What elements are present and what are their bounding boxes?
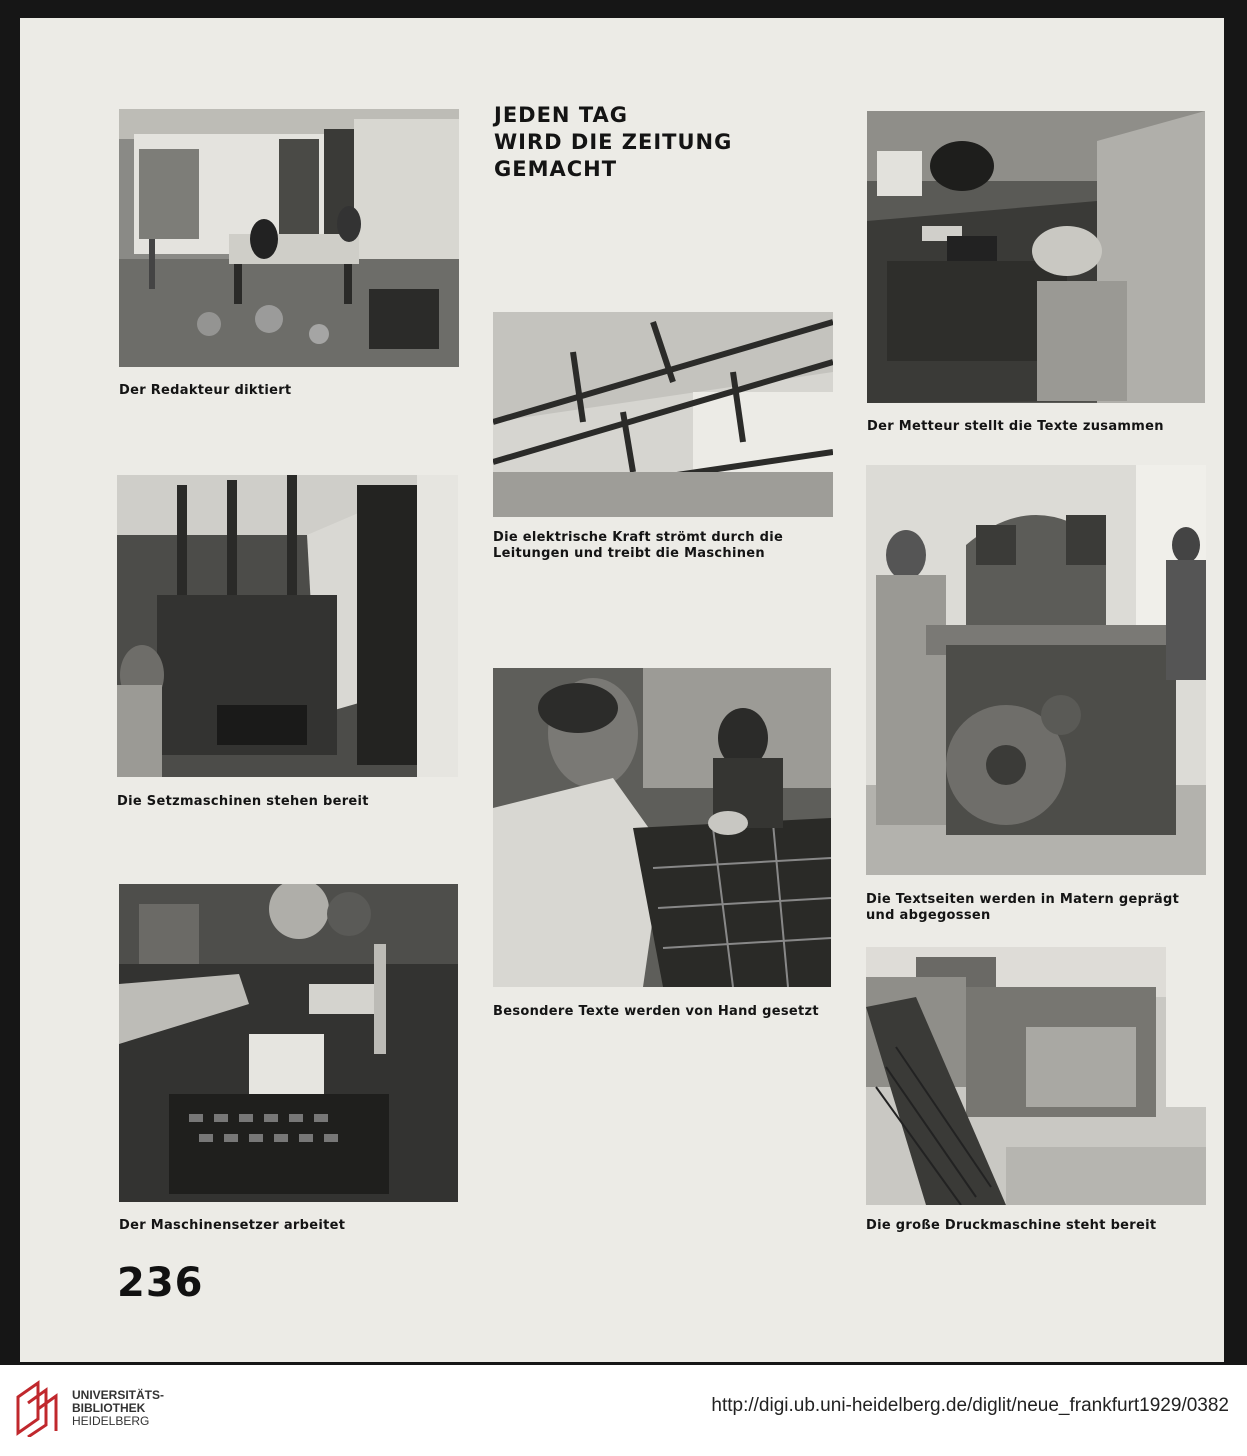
caption-metteur: Der Metteur stellt die Texte zusammen	[867, 419, 1164, 434]
caption-hand-gesetzt: Besondere Texte werden von Hand gesetzt	[493, 1004, 819, 1019]
caption-maschinensetzer: Der Maschinensetzer arbeitet	[119, 1218, 346, 1233]
page-number: 236	[117, 1260, 204, 1306]
library-name-line-1: UNIVERSITÄTS-	[72, 1388, 165, 1402]
caption-elektrische-kraft: Die elektrische Kraft strömt durch die Leitungen und treibt die Maschinen	[493, 530, 784, 561]
library-name-line-3: HEIDELBERG	[72, 1414, 150, 1428]
caption-druckmaschine: Die große Druckmaschine steht bereit	[866, 1218, 1157, 1233]
heading-line-1: JEDEN TAG	[494, 103, 629, 127]
source-url[interactable]: http://digi.ub.uni-heidelberg.de/diglit/neue_frankfurt1929/0382	[711, 1395, 1229, 1416]
page-heading	[494, 102, 854, 183]
photo-setzmaschinen	[117, 475, 458, 777]
photo-maschinensetzer	[119, 884, 458, 1202]
photo-elektrische-kraft	[493, 312, 833, 517]
photo-metteur	[867, 111, 1205, 403]
document-page	[20, 18, 1224, 1362]
photo-hand-gesetzt	[493, 668, 831, 987]
heading-line-2: WIRD DIE ZEITUNG GEMACHT	[494, 130, 733, 181]
caption-setzmaschinen: Die Setzmaschinen stehen bereit	[117, 794, 369, 809]
library-footer	[0, 1365, 1247, 1456]
caption-redakteur: Der Redakteur diktiert	[119, 383, 292, 398]
photo-textseiten	[866, 465, 1206, 875]
photo-redakteur	[119, 109, 459, 367]
caption-textseiten: Die Textseiten werden in Matern geprägt und abgegossen	[866, 892, 1180, 923]
library-name	[72, 1389, 164, 1428]
library-name-line-2: BIBLIOTHEK	[72, 1401, 146, 1415]
photo-druckmaschine	[866, 947, 1206, 1205]
heidelberg-library-logo-icon	[14, 1379, 62, 1437]
